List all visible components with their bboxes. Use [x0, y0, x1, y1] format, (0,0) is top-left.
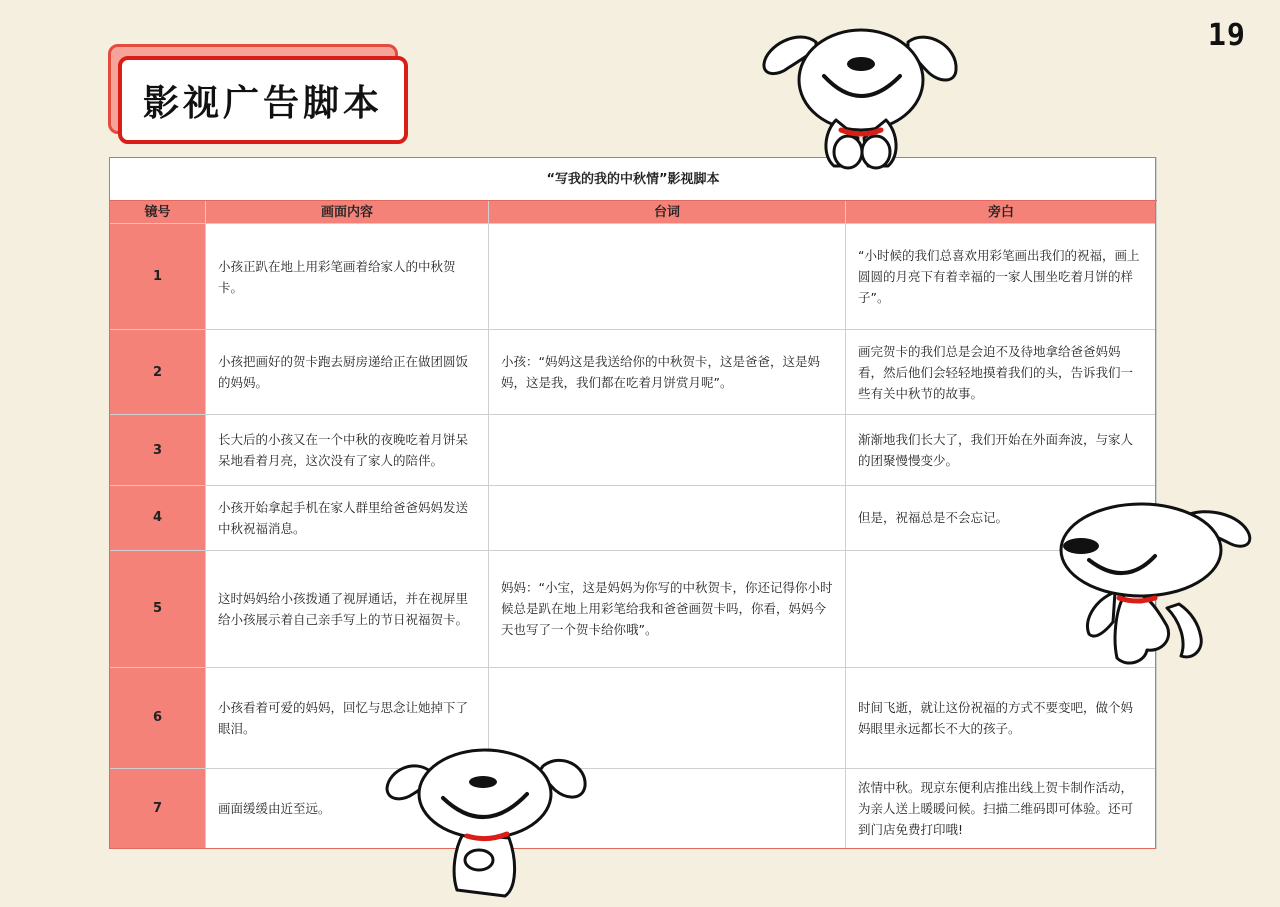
line-cell: 妈妈：“小宝，这是妈妈为你写的中秋贺卡，你还记得你小时候总是趴在地上用彩笔给我和爸爸画贺卡吗，你看，妈妈今天也写了一个贺卡给你哦”。	[489, 550, 846, 667]
voiceover-cell: 浓情中秋。现京东便利店推出线上贺卡制作活动，为亲人送上暖暖问候。扫描二维码即可体验。还可到门店免费打印哦!	[846, 768, 1157, 848]
shot-number: 3	[110, 415, 206, 486]
voiceover-cell: 但是，祝福总是不会忘记。	[846, 486, 1157, 550]
column-header-line: 台词	[489, 201, 846, 224]
joy-dog-mascot-peeking	[385, 742, 590, 902]
caption-row	[110, 158, 1157, 201]
scene-cell: 小孩把画好的贺卡跑去厨房递给正在做团圆饭的妈妈。	[206, 330, 489, 415]
title-banner	[108, 44, 408, 148]
table-row	[110, 486, 1157, 550]
line-cell: 小孩：“妈妈这是我送给你的中秋贺卡，这是爸爸，这是妈妈，这是我，我们都在吃着月饼赏月呢”。	[489, 330, 846, 415]
table-row	[110, 330, 1157, 415]
voiceover-cell: 时间飞逝，就让这份祝福的方式不要变吧，做个妈妈眼里永远都长不大的孩子。	[846, 667, 1157, 768]
shot-number: 2	[110, 330, 206, 415]
shot-number: 1	[110, 224, 206, 330]
table-row	[110, 224, 1157, 330]
column-header-shot: 镜号	[110, 201, 206, 224]
scene-cell: 长大后的小孩又在一个中秋的夜晚吃着月饼呆呆地看着月亮，这次没有了家人的陪伴。	[206, 415, 489, 486]
shot-number: 5	[110, 550, 206, 667]
voiceover-cell: “小时候的我们总喜欢用彩笔画出我们的祝福，画上圆圆的月亮下有着幸福的一家人围坐吃着月饼的样子”。	[846, 224, 1157, 330]
table-row	[110, 415, 1157, 486]
table-row	[110, 667, 1157, 768]
page-title: 影视广告脚本	[142, 82, 383, 124]
title-banner-front	[118, 56, 408, 144]
line-cell	[489, 224, 846, 330]
scene-cell: 小孩看着可爱的妈妈，回忆与思念让她掉下了眼泪。	[206, 667, 489, 768]
shot-number: 4	[110, 486, 206, 550]
header-row	[110, 201, 1157, 224]
shot-number: 7	[110, 768, 206, 848]
voiceover-cell: 画完贺卡的我们总是会迫不及待地拿给爸爸妈妈看，然后他们会轻轻地摸着我们的头，告诉我们一些有关中秋节的故事。	[846, 330, 1157, 415]
page-number: 19	[1207, 18, 1246, 53]
joy-dog-mascot-sitting	[758, 20, 963, 175]
scene-cell: 画面缓缓由近至远。	[206, 768, 489, 848]
table-row	[110, 550, 1157, 667]
column-header-voiceover: 旁白	[846, 201, 1157, 224]
script-table	[109, 157, 1157, 849]
joy-dog-mascot-walking	[1055, 500, 1255, 675]
line-cell	[489, 486, 846, 550]
shot-number: 6	[110, 667, 206, 768]
table-caption: “写我的我的中秋情”影视脚本	[110, 158, 1157, 201]
scene-cell: 小孩开始拿起手机在家人群里给爸爸妈妈发送中秋祝福消息。	[206, 486, 489, 550]
column-header-scene: 画面内容	[206, 201, 489, 224]
scene-cell: 小孩正趴在地上用彩笔画着给家人的中秋贺卡。	[206, 224, 489, 330]
table-row	[110, 768, 1157, 848]
line-cell	[489, 415, 846, 486]
voiceover-cell: 渐渐地我们长大了，我们开始在外面奔波，与家人的团聚慢慢变少。	[846, 415, 1157, 486]
scene-cell: 这时妈妈给小孩拨通了视屏通话，并在视屏里给小孩展示着自己亲手写上的节日祝福贺卡。	[206, 550, 489, 667]
